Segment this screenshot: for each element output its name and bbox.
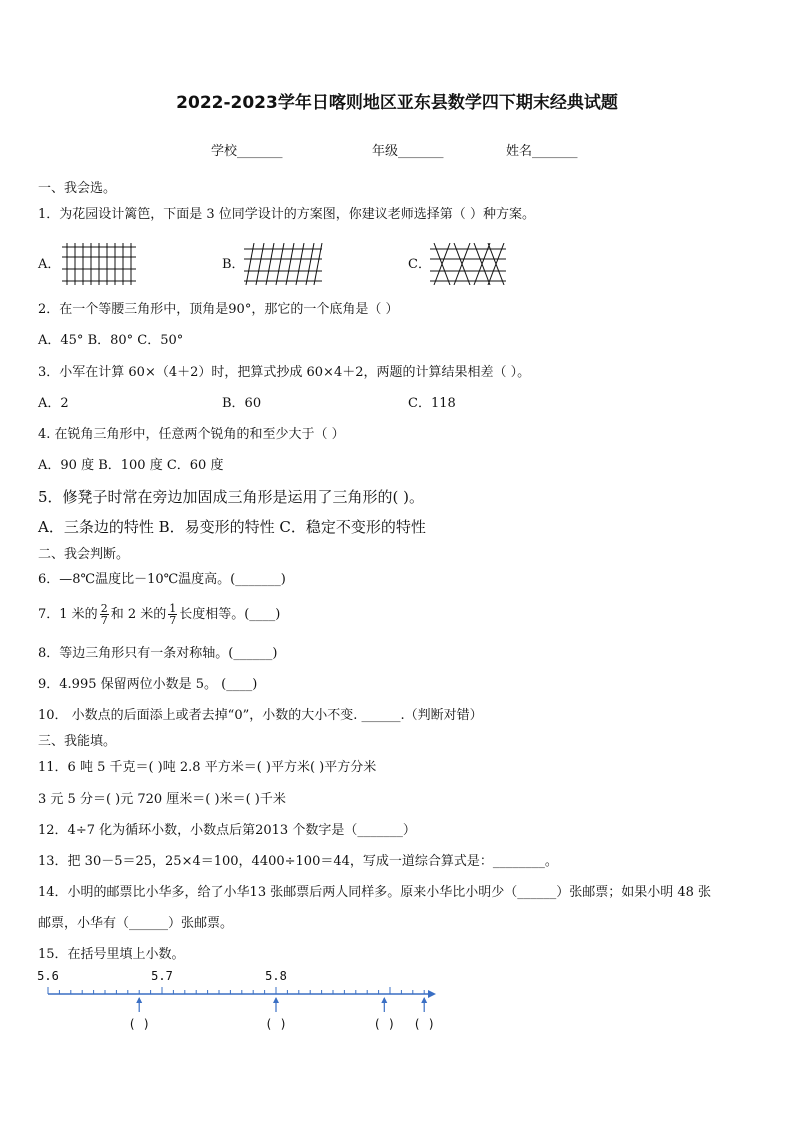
section-2-heading: 二、我会判断。 — [38, 547, 130, 562]
pointer-arrowhead — [381, 997, 387, 1003]
fence-design-c — [430, 243, 508, 285]
q3-option-a: A．2 — [38, 396, 69, 411]
question-7 — [38, 600, 280, 630]
question-2-options: A．45° B．80° C．50° — [38, 333, 184, 348]
question-6: 6．—8℃温度比－10℃温度高。(_______) — [38, 572, 286, 587]
page-title: 2022-2023学年日喀则地区亚东县数学四下期末经典试题 — [176, 93, 618, 113]
pointer-arrowhead — [273, 997, 279, 1003]
question-3: 3．小军在计算 60×（4＋2）时，把算式抄成 60×4＋2，两题的计算结果相差（ ）。 — [38, 365, 531, 380]
q3-option-c: C．118 — [408, 396, 456, 411]
question-5: 5．修凳子时常在旁边加固成三角形是运用了三角形的( )。 — [38, 488, 425, 506]
pointer-arrowhead — [421, 997, 427, 1003]
section-1-heading: 一、我会选。 — [38, 181, 117, 196]
question-5-options: A．三条边的特性 B．易变形的特性 C．稳定不变形的特性 — [38, 518, 426, 536]
q7-middle: 和 2 米的 — [110, 607, 167, 622]
fence-design-b — [244, 243, 324, 285]
question-4-options: A．90 度 B．100 度 C．60 度 — [38, 458, 224, 473]
question-4: 4. 在锐角三角形中，任意两个锐角的和至少大于（ ） — [38, 427, 345, 442]
question-13: 13．把 30－5＝25，25×4＝100，4400÷100＝44，写成一道综合算式是：________。 — [38, 854, 558, 869]
q7-prefix: 7．1 米的 — [38, 607, 98, 622]
fence-design-a — [62, 243, 138, 285]
question-15: 15．在括号里填上小数。 — [38, 947, 185, 962]
question-2: 2．在一个等腰三角形中，顶角是90°，那它的一个底角是（ ） — [38, 302, 399, 317]
question-12: 12．4÷7 化为循环小数，小数点后第2013 个数字是（_______） — [38, 823, 416, 838]
question-1: 1．为花园设计篱笆，下面是 3 位同学设计的方案图，你建议老师选择第（ ）种方案。 — [38, 207, 535, 222]
q7-suffix: 长度相等。(____) — [179, 607, 281, 622]
tick-label: 5.6 — [37, 969, 59, 983]
tick-label: 5.8 — [265, 969, 287, 983]
answer-blank: ( ) — [128, 1017, 151, 1031]
question-14-line-2: 邮票，小华有（______）张邮票。 — [38, 916, 234, 931]
q1-option-a-label: A． — [38, 257, 61, 272]
q3-option-b: B．60 — [222, 396, 262, 411]
question-14-line-1: 14．小明的邮票比小华多，给了小华13 张邮票后两人同样多。原来小华比小明少（______）张邮票；如果小明 48 张 — [38, 885, 712, 900]
q1-option-c-label: C． — [408, 257, 431, 272]
name-field: 姓名_______ — [506, 144, 578, 159]
section-3-heading: 三、我能填。 — [38, 734, 117, 749]
number-line-arrowhead — [428, 990, 436, 998]
q1-option-b-label: B． — [222, 257, 245, 272]
fraction-one-seventh: $\frac{1}{7}$ — [169, 602, 177, 627]
question-9: 9．4.995 保留两位小数是 5。 (____) — [38, 677, 258, 692]
fraction-two-sevenths: $\frac{2}{7}$ — [100, 602, 108, 627]
pointer-arrowhead — [136, 997, 142, 1003]
question-11-line-1: 11．6 吨 5 千克＝( )吨 2.8 平方米＝( )平方米( )平方分米 — [38, 760, 377, 775]
answer-blank: ( ) — [265, 1017, 287, 1031]
answer-blank: ( ) — [413, 1017, 436, 1031]
grade-field: 年级_______ — [372, 144, 444, 159]
number-line — [30, 966, 450, 1036]
school-field: 学校_______ — [211, 144, 283, 159]
question-10: 10． 小数点的后面添上或者去掉“0”，小数的大小不变. ______.（判断对错） — [38, 708, 483, 723]
answer-blank: ( ) — [373, 1017, 396, 1031]
question-8: 8．等边三角形只有一条对称轴。(______) — [38, 646, 278, 661]
tick-label: 5.7 — [151, 969, 173, 983]
question-11-line-2: 3 元 5 分＝( )元 720 厘米＝( )米＝( )千米 — [38, 792, 286, 807]
